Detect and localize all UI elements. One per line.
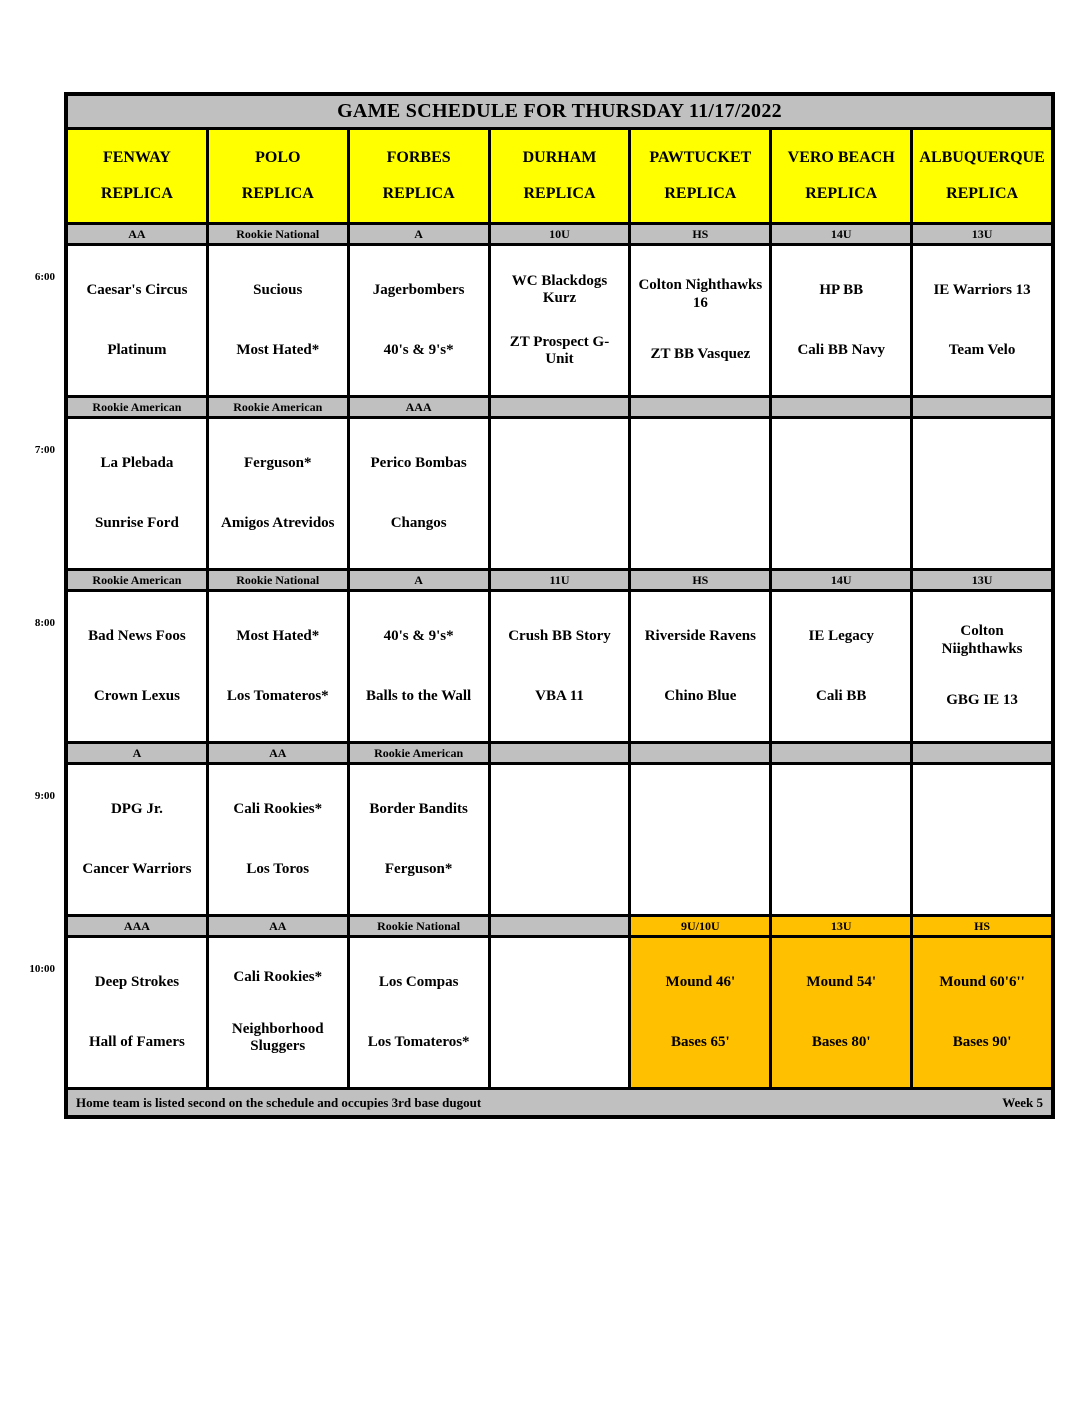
game-cell bbox=[631, 938, 769, 1087]
game-cell bbox=[350, 938, 488, 1087]
footer-week: Week 5 bbox=[1002, 1094, 1043, 1110]
home-team: Changos bbox=[390, 515, 447, 532]
home-team: Bases 90' bbox=[952, 1034, 1012, 1051]
home-team: GBG IE 13 bbox=[946, 692, 1018, 709]
division-cell bbox=[491, 917, 629, 935]
home-team: Most Hated* bbox=[236, 342, 320, 359]
game-cell bbox=[68, 419, 206, 568]
game-cell bbox=[209, 765, 347, 914]
division-cell bbox=[491, 744, 629, 762]
away-team: Mound 46' bbox=[665, 973, 736, 990]
home-team: Los Tomateros* bbox=[367, 1034, 470, 1051]
away-team: HP BB bbox=[819, 281, 864, 298]
game-cell bbox=[491, 592, 629, 741]
division-cell: Rookie American bbox=[68, 571, 206, 589]
footer-note: Home team is listed second on the schedule and occupies 3rd base dugout bbox=[76, 1094, 482, 1110]
away-team: DPG Jr. bbox=[110, 800, 163, 817]
division-cell bbox=[913, 398, 1051, 416]
field-sub: REPLICA bbox=[100, 185, 173, 202]
game-cell bbox=[350, 419, 488, 568]
division-cell bbox=[913, 744, 1051, 762]
away-team: Perico Bombas bbox=[370, 454, 467, 471]
away-team: 40's & 9's* bbox=[383, 627, 454, 644]
away-team: Border Bandits bbox=[369, 800, 468, 817]
away-team: Riverside Ravens bbox=[644, 627, 756, 644]
game-cell bbox=[913, 592, 1051, 741]
away-team: WC Blackdogs Kurz bbox=[511, 273, 608, 307]
away-team: La Plebada bbox=[100, 454, 174, 471]
game-cell bbox=[209, 419, 347, 568]
division-cell: 13U bbox=[772, 917, 910, 935]
game-cell bbox=[350, 765, 488, 914]
game-cell bbox=[913, 938, 1051, 1087]
game-cell bbox=[772, 938, 910, 1087]
schedule-table bbox=[64, 92, 1055, 1119]
home-team: Los Toros bbox=[246, 861, 310, 878]
field-sub: REPLICA bbox=[382, 185, 455, 202]
field-name: PAWTUCKET bbox=[649, 149, 752, 166]
away-team: Ferguson* bbox=[244, 454, 312, 471]
division-cell: 11U bbox=[491, 571, 629, 589]
division-cell: 13U bbox=[913, 571, 1051, 589]
home-team: VBA 11 bbox=[535, 688, 584, 705]
home-team: Chino Blue bbox=[664, 688, 737, 705]
game-cell bbox=[68, 246, 206, 395]
field-header bbox=[68, 130, 206, 222]
home-team: Bases 80' bbox=[811, 1034, 871, 1051]
home-team: Hall of Famers bbox=[89, 1034, 185, 1051]
field-sub: REPLICA bbox=[523, 185, 596, 202]
game-cell bbox=[772, 246, 910, 395]
division-cell bbox=[631, 744, 769, 762]
division-cell: 13U bbox=[913, 225, 1051, 243]
game-cell bbox=[491, 419, 629, 568]
home-team: Amigos Atrevidos bbox=[221, 515, 335, 532]
away-team: Colton Niighthawks bbox=[941, 623, 1023, 657]
home-team: ZT BB Vasquez bbox=[650, 346, 751, 363]
field-header bbox=[772, 130, 910, 222]
division-cell: Rookie National bbox=[209, 225, 347, 243]
game-cell bbox=[491, 938, 629, 1087]
home-team: Crown Lexus bbox=[93, 688, 180, 705]
away-team: Los Compas bbox=[378, 973, 459, 990]
home-team: Sunrise Ford bbox=[95, 515, 179, 532]
division-cell bbox=[491, 398, 629, 416]
division-cell: Rookie American bbox=[209, 398, 347, 416]
away-team: Cali Rookies* bbox=[233, 969, 323, 986]
away-team: Crush BB Story bbox=[508, 627, 611, 644]
home-team: Los Tomateros* bbox=[226, 688, 329, 705]
game-cell bbox=[68, 765, 206, 914]
game-cell bbox=[631, 765, 769, 914]
field-name: FENWAY bbox=[102, 149, 171, 166]
home-team: Cali BB bbox=[815, 688, 867, 705]
field-sub: REPLICA bbox=[805, 185, 878, 202]
division-cell bbox=[772, 744, 910, 762]
division-cell: A bbox=[68, 744, 206, 762]
home-team: Ferguson* bbox=[384, 861, 453, 878]
away-team: Sucious bbox=[253, 281, 303, 298]
home-team: Bases 65' bbox=[670, 1034, 730, 1051]
field-name: ALBUQUERQUE bbox=[919, 149, 1045, 166]
division-cell: Rookie National bbox=[209, 571, 347, 589]
game-cell bbox=[350, 592, 488, 741]
away-team: IE Legacy bbox=[808, 627, 874, 644]
division-cell: AA bbox=[209, 917, 347, 935]
game-cell bbox=[631, 246, 769, 395]
schedule-title: GAME SCHEDULE FOR THURSDAY 11/17/2022 bbox=[68, 96, 1051, 127]
home-team: 40's & 9's* bbox=[383, 342, 454, 359]
game-cell bbox=[491, 246, 629, 395]
away-team: Colton Nighthawks 16 bbox=[638, 277, 763, 311]
home-team: Cancer Warriors bbox=[82, 861, 192, 878]
home-team: Platinum bbox=[107, 342, 167, 359]
division-cell: 9U/10U bbox=[631, 917, 769, 935]
game-cell bbox=[631, 592, 769, 741]
division-cell bbox=[631, 398, 769, 416]
home-team: Balls to the Wall bbox=[366, 688, 472, 705]
time-label: 10:00 bbox=[29, 963, 55, 975]
division-cell: 10U bbox=[491, 225, 629, 243]
away-team: Bad News Foos bbox=[88, 627, 186, 644]
away-team: Most Hated* bbox=[236, 627, 320, 644]
division-cell: A bbox=[350, 225, 488, 243]
game-cell bbox=[350, 246, 488, 395]
game-cell bbox=[772, 592, 910, 741]
time-label: 8:00 bbox=[34, 617, 55, 629]
home-team: ZT Prospect G-Unit bbox=[509, 333, 610, 367]
game-cell bbox=[209, 592, 347, 741]
game-cell bbox=[68, 592, 206, 741]
away-team: Cali Rookies* bbox=[233, 800, 323, 817]
game-cell bbox=[772, 419, 910, 568]
home-team: Cali BB Navy bbox=[797, 342, 885, 359]
division-cell: Rookie National bbox=[350, 917, 488, 935]
division-cell: Rookie American bbox=[350, 744, 488, 762]
field-sub: REPLICA bbox=[946, 185, 1019, 202]
field-sub: REPLICA bbox=[664, 185, 737, 202]
field-header bbox=[350, 130, 488, 222]
division-cell: HS bbox=[631, 571, 769, 589]
field-header bbox=[631, 130, 769, 222]
time-label: 7:00 bbox=[34, 444, 55, 456]
field-name: POLO bbox=[255, 149, 301, 166]
away-team: Jagerbombers bbox=[372, 281, 465, 298]
away-team: Mound 60'6'' bbox=[939, 973, 1025, 990]
field-header bbox=[491, 130, 629, 222]
time-label: 9:00 bbox=[34, 790, 55, 802]
game-cell bbox=[209, 938, 347, 1087]
home-team: Team Velo bbox=[948, 342, 1016, 359]
field-name: FORBES bbox=[386, 149, 451, 166]
division-cell: Rookie American bbox=[68, 398, 206, 416]
field-name: VERO BEACH bbox=[787, 149, 895, 166]
division-cell: HS bbox=[913, 917, 1051, 935]
game-cell bbox=[772, 765, 910, 914]
game-cell bbox=[491, 765, 629, 914]
division-cell: AAA bbox=[68, 917, 206, 935]
field-sub: REPLICA bbox=[241, 185, 314, 202]
division-cell bbox=[772, 398, 910, 416]
away-team: IE Warriors 13 bbox=[933, 281, 1031, 298]
game-cell bbox=[209, 246, 347, 395]
game-cell bbox=[913, 246, 1051, 395]
field-name: DURHAM bbox=[522, 149, 597, 166]
game-cell bbox=[631, 419, 769, 568]
footer-row bbox=[68, 1090, 1051, 1115]
away-team: Deep Strokes bbox=[94, 973, 180, 990]
game-cell bbox=[68, 938, 206, 1087]
division-cell: AA bbox=[68, 225, 206, 243]
division-cell: HS bbox=[631, 225, 769, 243]
division-cell: A bbox=[350, 571, 488, 589]
home-team: Neighborhood Sluggers bbox=[231, 1021, 324, 1055]
time-label: 6:00 bbox=[34, 271, 55, 283]
field-header bbox=[913, 130, 1051, 222]
game-cell bbox=[913, 765, 1051, 914]
field-header bbox=[209, 130, 347, 222]
division-cell: 14U bbox=[772, 225, 910, 243]
away-team: Mound 54' bbox=[806, 973, 877, 990]
away-team: Caesar's Circus bbox=[86, 281, 188, 298]
division-cell: AAA bbox=[350, 398, 488, 416]
division-cell: 14U bbox=[772, 571, 910, 589]
division-cell: AA bbox=[209, 744, 347, 762]
game-cell bbox=[913, 419, 1051, 568]
